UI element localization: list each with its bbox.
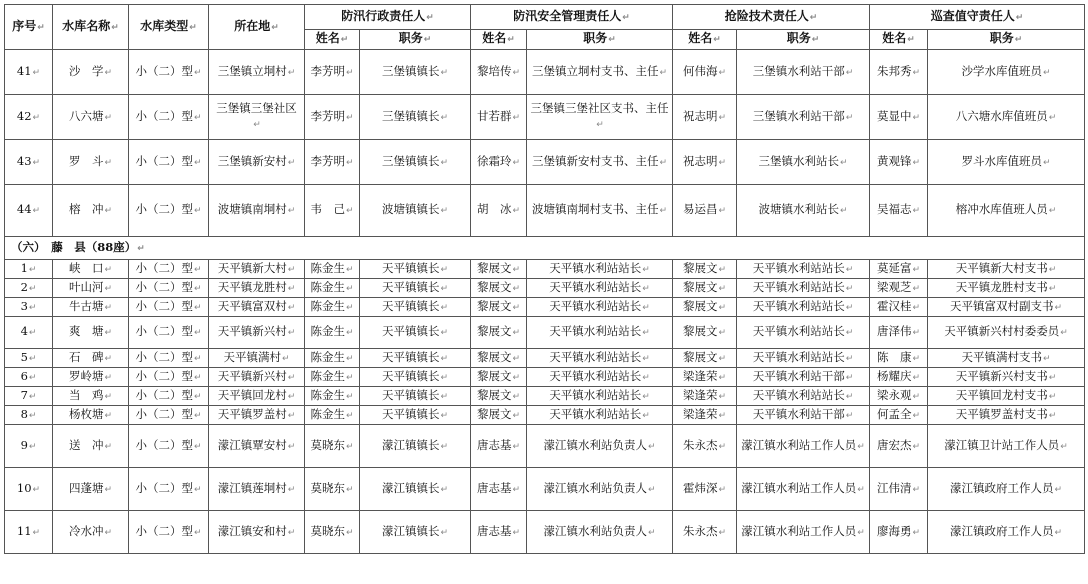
cell-patrol-person: 莫延富↵ — [870, 260, 928, 279]
table-row — [5, 185, 1085, 237]
header-name: 水库名称↵ — [53, 5, 129, 50]
cell-safety-person: 唐志基↵ — [471, 468, 527, 511]
cell-safety-post: 三堡镇新安村支书、主任↵ — [527, 140, 673, 185]
cell-location: 天平镇回龙村↵ — [209, 387, 305, 406]
cell-tech-post: 天平镇水利站站长↵ — [737, 298, 870, 317]
cell-patrol-post: 濛江镇政府工作人员↵ — [928, 468, 1085, 511]
cell-location: 濛江镇莲垌村↵ — [209, 468, 305, 511]
cell-patrol-person: 朱邦秀↵ — [870, 50, 928, 95]
cell-reservoir-name: 送 冲↵ — [53, 425, 129, 468]
cell-admin-person: 陈金生↵ — [305, 387, 360, 406]
cell-seq: 41↵ — [5, 50, 53, 95]
cell-admin-post: 天平镇镇长↵ — [360, 387, 471, 406]
cell-admin-post: 波塘镇镇长↵ — [360, 185, 471, 237]
cell-reservoir-name: 八六塘↵ — [53, 95, 129, 140]
cell-location: 天平镇罗盖村↵ — [209, 406, 305, 425]
cell-safety-person: 甘若群↵ — [471, 95, 527, 140]
cell-seq: 11↵ — [5, 511, 53, 554]
cell-admin-person: 莫晓东↵ — [305, 511, 360, 554]
cell-reservoir-name: 石 碑↵ — [53, 349, 129, 368]
cell-tech-post: 天平镇水利站干部↵ — [737, 406, 870, 425]
cell-tech-person: 霍炜深↵ — [673, 468, 737, 511]
cell-reservoir-type: 小（二）型↵ — [129, 279, 209, 298]
table-body-section — [5, 237, 1085, 260]
cell-tech-post: 濛江镇水利站工作人员↵ — [737, 425, 870, 468]
cell-patrol-person: 唐宏杰↵ — [870, 425, 928, 468]
header-post: 职务↵ — [360, 30, 471, 50]
cell-reservoir-name: 峡 口↵ — [53, 260, 129, 279]
cell-tech-person: 梁逢荣↵ — [673, 406, 737, 425]
cell-admin-person: 李芳明↵ — [305, 50, 360, 95]
table-body-bottom — [5, 260, 1085, 554]
reservoir-responsibility-table — [4, 4, 1085, 554]
document-page — [4, 4, 1084, 581]
cell-seq: 43↵ — [5, 140, 53, 185]
cell-tech-post: 三堡镇水利站干部↵ — [737, 50, 870, 95]
cell-tech-post: 濛江镇水利站工作人员↵ — [737, 468, 870, 511]
cell-patrol-post: 榕冲水库值班人员↵ — [928, 185, 1085, 237]
cell-safety-post: 三堡镇立垌村支书、主任↵ — [527, 50, 673, 95]
cell-tech-post: 天平镇水利站干部↵ — [737, 368, 870, 387]
cell-reservoir-type: 小（二）型↵ — [129, 511, 209, 554]
cell-safety-person: 黎展文↵ — [471, 406, 527, 425]
cell-safety-post: 濛江镇水利站负责人↵ — [527, 511, 673, 554]
cell-patrol-post: 天平镇龙胜村支书↵ — [928, 279, 1085, 298]
cell-safety-post: 天平镇水利站站长↵ — [527, 298, 673, 317]
table-row — [5, 95, 1085, 140]
table-row — [5, 425, 1085, 468]
cell-tech-person: 黎展文↵ — [673, 349, 737, 368]
cell-admin-person: 莫晓东↵ — [305, 425, 360, 468]
cell-tech-post: 天平镇水利站站长↵ — [737, 349, 870, 368]
cell-tech-post: 三堡镇水利站长↵ — [737, 140, 870, 185]
cell-location: 三堡镇新安村↵ — [209, 140, 305, 185]
cell-safety-post: 天平镇水利站站长↵ — [527, 387, 673, 406]
header-post: 职务↵ — [928, 30, 1085, 50]
cell-seq: 8↵ — [5, 406, 53, 425]
header-post: 职务↵ — [737, 30, 870, 50]
cell-patrol-person: 唐泽伟↵ — [870, 317, 928, 349]
cell-patrol-post: 天平镇罗盖村支书↵ — [928, 406, 1085, 425]
cell-reservoir-type: 小（二）型↵ — [129, 260, 209, 279]
cell-patrol-post: 濛江镇政府工作人员↵ — [928, 511, 1085, 554]
cell-admin-person: 陈金生↵ — [305, 406, 360, 425]
cell-reservoir-type: 小（二）型↵ — [129, 425, 209, 468]
cell-patrol-post: 天平镇满村支书↵ — [928, 349, 1085, 368]
header-group-patrol: 巡查值守责任人↵ — [870, 5, 1085, 30]
cell-patrol-post: 天平镇回龙村支书↵ — [928, 387, 1085, 406]
cell-admin-person: 李芳明↵ — [305, 95, 360, 140]
cell-admin-post: 天平镇镇长↵ — [360, 260, 471, 279]
cell-reservoir-name: 罗 斗↵ — [53, 140, 129, 185]
cell-reservoir-type: 小（二）型↵ — [129, 298, 209, 317]
header-location: 所在地↵ — [209, 5, 305, 50]
cell-patrol-person: 陈 康↵ — [870, 349, 928, 368]
header-group-admin: 防汛行政责任人↵ — [305, 5, 471, 30]
cell-patrol-person: 吴福志↵ — [870, 185, 928, 237]
cell-safety-post: 天平镇水利站站长↵ — [527, 279, 673, 298]
cell-patrol-post: 天平镇新兴村村委委员↵ — [928, 317, 1085, 349]
cell-patrol-post: 沙学水库值班员↵ — [928, 50, 1085, 95]
cell-location: 天平镇龙胜村↵ — [209, 279, 305, 298]
cell-patrol-person: 江伟清↵ — [870, 468, 928, 511]
cell-safety-person: 黎展文↵ — [471, 368, 527, 387]
cell-admin-person: 韦 己↵ — [305, 185, 360, 237]
cell-location: 天平镇满村↵ — [209, 349, 305, 368]
cell-seq: 9↵ — [5, 425, 53, 468]
table-row — [5, 279, 1085, 298]
cell-admin-post: 三堡镇镇长↵ — [360, 95, 471, 140]
cell-safety-post: 天平镇水利站站长↵ — [527, 260, 673, 279]
cell-safety-person: 黎展文↵ — [471, 279, 527, 298]
cell-patrol-person: 霍汉桂↵ — [870, 298, 928, 317]
cell-safety-post: 濛江镇水利站负责人↵ — [527, 468, 673, 511]
table-row — [5, 298, 1085, 317]
cell-tech-person: 易运昌↵ — [673, 185, 737, 237]
cell-location: 波塘镇南垌村↵ — [209, 185, 305, 237]
cell-tech-person: 黎展文↵ — [673, 298, 737, 317]
cell-reservoir-name: 沙 学↵ — [53, 50, 129, 95]
cell-reservoir-name: 榕 冲↵ — [53, 185, 129, 237]
cell-patrol-post: 濛江镇卫计站工作人员↵ — [928, 425, 1085, 468]
cell-admin-person: 李芳明↵ — [305, 140, 360, 185]
header-person: 姓名↵ — [305, 30, 360, 50]
cell-safety-person: 胡 冰↵ — [471, 185, 527, 237]
header-person: 姓名↵ — [471, 30, 527, 50]
cell-safety-person: 黎展文↵ — [471, 260, 527, 279]
cell-tech-person: 梁逢荣↵ — [673, 368, 737, 387]
cell-admin-person: 陈金生↵ — [305, 279, 360, 298]
cell-tech-person: 何伟海↵ — [673, 50, 737, 95]
cell-location: 三堡镇三堡社区↵ — [209, 95, 305, 140]
cell-patrol-person: 何孟全↵ — [870, 406, 928, 425]
cell-reservoir-name: 叶山河↵ — [53, 279, 129, 298]
cell-admin-person: 陈金生↵ — [305, 260, 360, 279]
cell-tech-person: 朱永杰↵ — [673, 425, 737, 468]
cell-patrol-post: 天平镇新兴村支书↵ — [928, 368, 1085, 387]
cell-admin-person: 陈金生↵ — [305, 317, 360, 349]
cell-tech-post: 天平镇水利站站长↵ — [737, 387, 870, 406]
cell-seq: 6↵ — [5, 368, 53, 387]
cell-tech-post: 天平镇水利站站长↵ — [737, 279, 870, 298]
cell-tech-person: 黎展文↵ — [673, 260, 737, 279]
cell-tech-person: 黎展文↵ — [673, 279, 737, 298]
cell-admin-post: 濛江镇镇长↵ — [360, 468, 471, 511]
cell-tech-person: 梁逢荣↵ — [673, 387, 737, 406]
cell-reservoir-type: 小（二）型↵ — [129, 387, 209, 406]
cell-reservoir-name: 牛古塘↵ — [53, 298, 129, 317]
table-row — [5, 349, 1085, 368]
cell-location: 三堡镇立垌村↵ — [209, 50, 305, 95]
cell-reservoir-type: 小（二）型↵ — [129, 50, 209, 95]
cell-tech-post: 三堡镇水利站干部↵ — [737, 95, 870, 140]
header-type: 水库类型↵ — [129, 5, 209, 50]
table-row — [5, 511, 1085, 554]
cell-safety-post: 天平镇水利站站长↵ — [527, 349, 673, 368]
cell-admin-person: 陈金生↵ — [305, 349, 360, 368]
cell-safety-person: 唐志基↵ — [471, 425, 527, 468]
cell-tech-person: 祝志明↵ — [673, 140, 737, 185]
table-row — [5, 387, 1085, 406]
table-row — [5, 317, 1085, 349]
cell-safety-person: 黎展文↵ — [471, 317, 527, 349]
cell-admin-post: 濛江镇镇长↵ — [360, 425, 471, 468]
cell-tech-post: 波塘镇水利站长↵ — [737, 185, 870, 237]
section-title: （六） 藤 县（88座）↵ — [5, 237, 1085, 260]
cell-reservoir-type: 小（二）型↵ — [129, 406, 209, 425]
cell-safety-post: 波塘镇南垌村支书、主任↵ — [527, 185, 673, 237]
header-group-technical: 抢险技术责任人↵ — [673, 5, 870, 30]
cell-safety-post: 天平镇水利站站长↵ — [527, 406, 673, 425]
cell-location: 天平镇新大村↵ — [209, 260, 305, 279]
cell-reservoir-type: 小（二）型↵ — [129, 140, 209, 185]
table-row — [5, 140, 1085, 185]
cell-seq: 4↵ — [5, 317, 53, 349]
cell-safety-person: 徐霜玲↵ — [471, 140, 527, 185]
cell-admin-post: 天平镇镇长↵ — [360, 406, 471, 425]
cell-admin-post: 濛江镇镇长↵ — [360, 511, 471, 554]
cell-seq: 1↵ — [5, 260, 53, 279]
cell-location: 天平镇富双村↵ — [209, 298, 305, 317]
cell-safety-person: 黎展文↵ — [471, 387, 527, 406]
cell-seq: 3↵ — [5, 298, 53, 317]
cell-patrol-post: 八六塘水库值班员↵ — [928, 95, 1085, 140]
cell-tech-post: 天平镇水利站站长↵ — [737, 260, 870, 279]
cell-location: 天平镇新兴村↵ — [209, 368, 305, 387]
cell-reservoir-type: 小（二）型↵ — [129, 185, 209, 237]
cell-safety-person: 黎培传↵ — [471, 50, 527, 95]
cell-location: 天平镇新兴村↵ — [209, 317, 305, 349]
cell-tech-person: 祝志明↵ — [673, 95, 737, 140]
cell-patrol-person: 黄观锋↵ — [870, 140, 928, 185]
cell-seq: 44↵ — [5, 185, 53, 237]
header-row-groups — [5, 5, 1085, 30]
cell-location: 濛江镇覃安村↵ — [209, 425, 305, 468]
cell-seq: 7↵ — [5, 387, 53, 406]
cell-safety-person: 唐志基↵ — [471, 511, 527, 554]
cell-reservoir-name: 四蓬塘↵ — [53, 468, 129, 511]
cell-reservoir-name: 爽 塘↵ — [53, 317, 129, 349]
cell-admin-person: 莫晓东↵ — [305, 468, 360, 511]
cell-patrol-person: 杨耀庆↵ — [870, 368, 928, 387]
table-body-top — [5, 50, 1085, 237]
header-group-safety: 防汛安全管理责任人↵ — [471, 5, 673, 30]
cell-seq: 5↵ — [5, 349, 53, 368]
cell-admin-post: 天平镇镇长↵ — [360, 368, 471, 387]
cell-tech-person: 朱永杰↵ — [673, 511, 737, 554]
table-row — [5, 368, 1085, 387]
cell-reservoir-name: 杨枚塘↵ — [53, 406, 129, 425]
cell-safety-person: 黎展文↵ — [471, 298, 527, 317]
header-person: 姓名↵ — [673, 30, 737, 50]
cell-location: 濛江镇安和村↵ — [209, 511, 305, 554]
cell-admin-person: 陈金生↵ — [305, 298, 360, 317]
cell-admin-post: 天平镇镇长↵ — [360, 298, 471, 317]
header-seq: 序号↵ — [5, 5, 53, 50]
cell-patrol-post: 天平镇富双村副支书↵ — [928, 298, 1085, 317]
header-post: 职务↵ — [527, 30, 673, 50]
cell-admin-person: 陈金生↵ — [305, 368, 360, 387]
cell-admin-post: 三堡镇镇长↵ — [360, 50, 471, 95]
cell-seq: 10↵ — [5, 468, 53, 511]
cell-reservoir-type: 小（二）型↵ — [129, 468, 209, 511]
cell-reservoir-type: 小（二）型↵ — [129, 95, 209, 140]
table-row — [5, 406, 1085, 425]
cell-reservoir-type: 小（二）型↵ — [129, 368, 209, 387]
table-row — [5, 260, 1085, 279]
cell-patrol-person: 莫显中↵ — [870, 95, 928, 140]
cell-reservoir-name: 冷水冲↵ — [53, 511, 129, 554]
cell-tech-post: 天平镇水利站站长↵ — [737, 317, 870, 349]
cell-reservoir-name: 罗岭塘↵ — [53, 368, 129, 387]
cell-patrol-person: 梁观芝↵ — [870, 279, 928, 298]
cell-safety-post: 濛江镇水利站负责人↵ — [527, 425, 673, 468]
cell-seq: 42↵ — [5, 95, 53, 140]
cell-safety-post: 天平镇水利站站长↵ — [527, 368, 673, 387]
cell-seq: 2↵ — [5, 279, 53, 298]
cell-admin-post: 三堡镇镇长↵ — [360, 140, 471, 185]
cell-patrol-post: 天平镇新大村支书↵ — [928, 260, 1085, 279]
cell-patrol-person: 廖海勇↵ — [870, 511, 928, 554]
cell-reservoir-type: 小（二）型↵ — [129, 317, 209, 349]
table-row — [5, 468, 1085, 511]
section-row — [5, 237, 1085, 260]
cell-safety-post: 天平镇水利站站长↵ — [527, 317, 673, 349]
cell-admin-post: 天平镇镇长↵ — [360, 317, 471, 349]
cell-safety-post: 三堡镇三堡社区支书、主任↵ — [527, 95, 673, 140]
cell-safety-person: 黎展文↵ — [471, 349, 527, 368]
cell-tech-post: 濛江镇水利站工作人员↵ — [737, 511, 870, 554]
cell-reservoir-name: 当 鸡↵ — [53, 387, 129, 406]
cell-patrol-person: 梁永观↵ — [870, 387, 928, 406]
cell-tech-person: 黎展文↵ — [673, 317, 737, 349]
header-person: 姓名↵ — [870, 30, 928, 50]
cell-admin-post: 天平镇镇长↵ — [360, 349, 471, 368]
cell-reservoir-type: 小（二）型↵ — [129, 349, 209, 368]
table-row — [5, 50, 1085, 95]
cell-admin-post: 天平镇镇长↵ — [360, 279, 471, 298]
cell-patrol-post: 罗斗水库值班员↵ — [928, 140, 1085, 185]
